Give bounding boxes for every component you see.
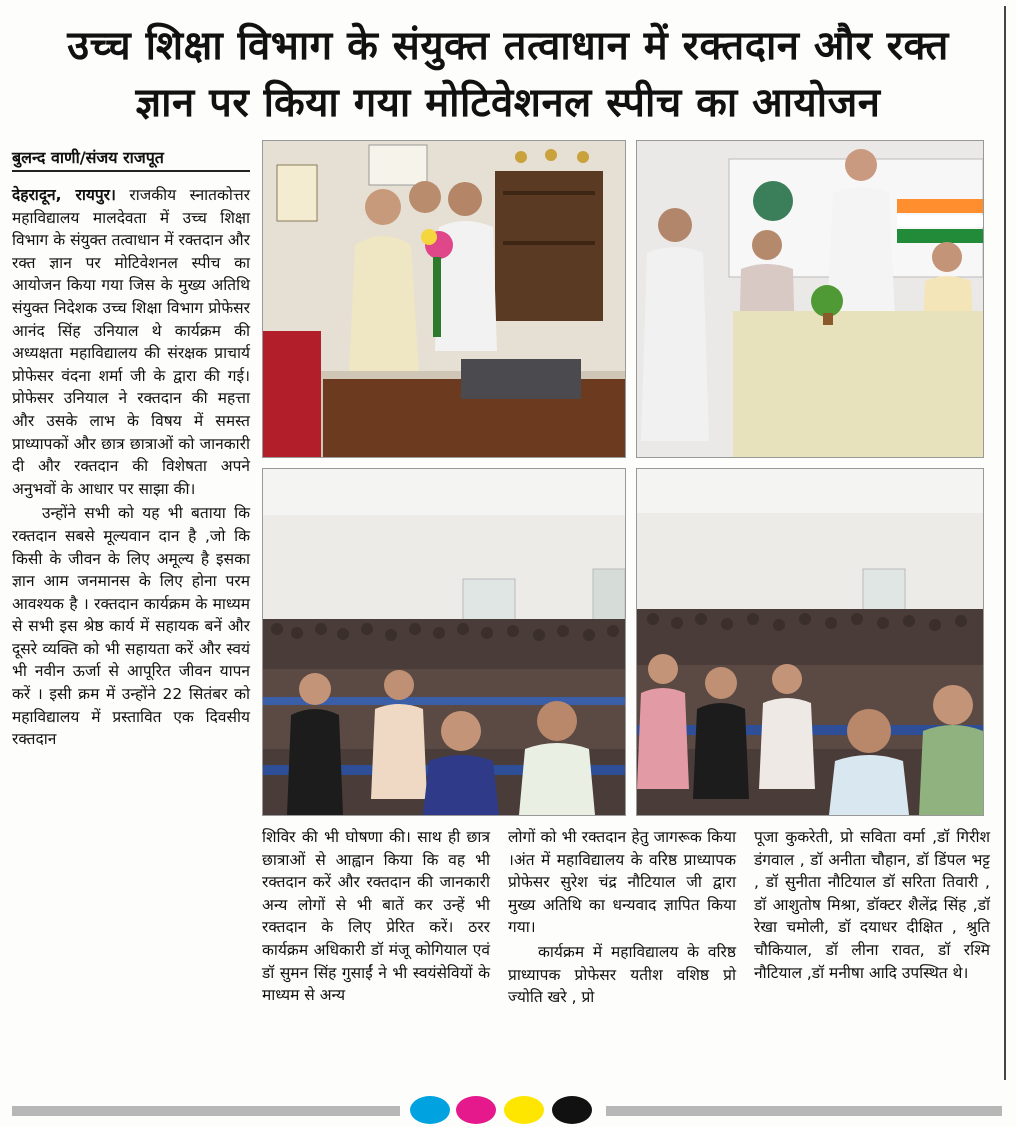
page-edge-rule <box>1004 6 1006 1080</box>
cyan-registration-dot <box>410 1096 450 1124</box>
headline-line-1: उच्च शिक्षा विभाग के संयुक्त तत्वाधान में रक्तदान और रक्त <box>67 23 949 69</box>
photo-bouquet-welcome <box>262 140 626 458</box>
footer-bar-left <box>12 1106 400 1116</box>
headline <box>10 18 1006 132</box>
article-column-2 <box>262 826 490 1009</box>
black-registration-dot <box>552 1096 592 1124</box>
headline-line-2: ज्ञान पर किया गया मोटिवेशनल स्पीच का आयोजन <box>135 80 881 126</box>
paragraph-1-body: राजकीय स्नातकोत्तर महाविद्यालय मालदेवता में उच्च शिक्षा विभाग के संयुक्त तत्वाधान में रक्तदान और रक्त ज्ञान पर मोटिवेशनल स्पीच का आयोजन किया गया जिस के मुख्य अतिथि संयुक्त निदेशक उच्च शिक्षा विभाग प्रोफेसर आनंद सिंह उनियाल थे कार्यक्रम की अध्यक्षता महाविद्यालय की संरक्षक प्राचार्य प्रोफेसर वंदना शर्मा जी के द्वारा की गई। प्रोफेसर उनियाल ने रक्तदान की महत्ता और उसके लाभ के विषय में समस्त प्राध्यापकों और छात्र छात्राओं को जानकारी दी और रक्तदान की विशेषता अपने अनुभवों के आधार पर साझा की। <box>12 186 250 498</box>
article-column-1 <box>12 184 250 753</box>
byline: बुलन्द वाणी/संजय राजपूत <box>12 148 164 167</box>
dateline: देहरादून, रायपुर। <box>12 186 116 204</box>
column-3-paragraph-2: कार्यक्रम में महाविद्यालय के वरिष्ठ प्राध्यापक प्रोफेसर यतीश वशिष्ठ प्रो ज्योति खरे , प्रो <box>508 942 736 1007</box>
photo-audience-left <box>262 468 626 816</box>
column-3-paragraph-1: लोगों को भी रक्तदान हेतु जागरूक किया ।अंत में महाविद्यालय के वरिष्ठ प्राध्यापक प्रोफेसर सुरेश चंद्र नौटियाल जी द्वारा मुख्य अतिथि का धन्यवाद ज्ञापित किया गया। <box>508 828 736 937</box>
article-paragraph-1 <box>12 184 250 500</box>
photo-stage-speaker <box>636 140 984 458</box>
magenta-registration-dot <box>456 1096 496 1124</box>
article-paragraph-2: उन्होंने सभी को यह भी बताया कि रक्तदान सबसे मूल्यवान दान है ,जो कि किसी के जीवन के लिए अमूल्य है इसका ज्ञान आम जनमानस के लिए होना परम आवश्यक है । रक्तदान कार्यक्रम के माध्यम से सभी इस श्रेष्ठ कार्य में सहायक बनें और दूसरे व्यक्ति को भी सहायता करें और स्वयं भी नवीन ऊर्जा से आपूरित जीवन यापन करें । इसी क्रम में उन्होंने 22 सितंबर को महाविद्यालय में प्रस्तावित एक दिवसीय रक्तदान <box>12 504 250 749</box>
footer-bar-right <box>606 1106 1002 1116</box>
photo-audience-right <box>636 468 984 816</box>
column-2-text: शिविर की भी घोषणा की। साथ ही छात्र छात्राओं से आह्वान किया कि वह भी रक्तदान करें और रक्तदान की जानकारी अन्य लोगों से भी बातें कर उन्हें भी रक्तदान के लिए प्रेरित करें। ठरर कार्यक्रम अधिकारी डॉ मंजू कोगियाल एवं डॉ सुमन सिंह गुसाईं ने भी स्वयंसेवियों के माध्यम से अन्य <box>262 828 490 1005</box>
byline-rule <box>12 170 250 172</box>
column-4-text: पूजा कुकरेती, प्रो सविता वर्मा ,डॉ गिरीश डंगवाल , डॉ अनीता चौहान, डॉ डिंपल भट्ट , डॉ सुनीता नौटियाल डॉ सरिता तिवारी , डॉ आशुतोष मिश्रा, डॉक्टर शैलेंद्र सिंह ,डॉ रेखा चमोली, डॉ दयाधर दीक्षित , श्रुति चौकियाल, डॉ लीना रावत, डॉ रश्मि नौटियाल ,डॉ मनीषा आदि उपस्थित थे। <box>754 828 990 982</box>
yellow-registration-dot <box>504 1096 544 1124</box>
article-column-4 <box>754 826 990 986</box>
article-column-3 <box>508 826 736 1011</box>
